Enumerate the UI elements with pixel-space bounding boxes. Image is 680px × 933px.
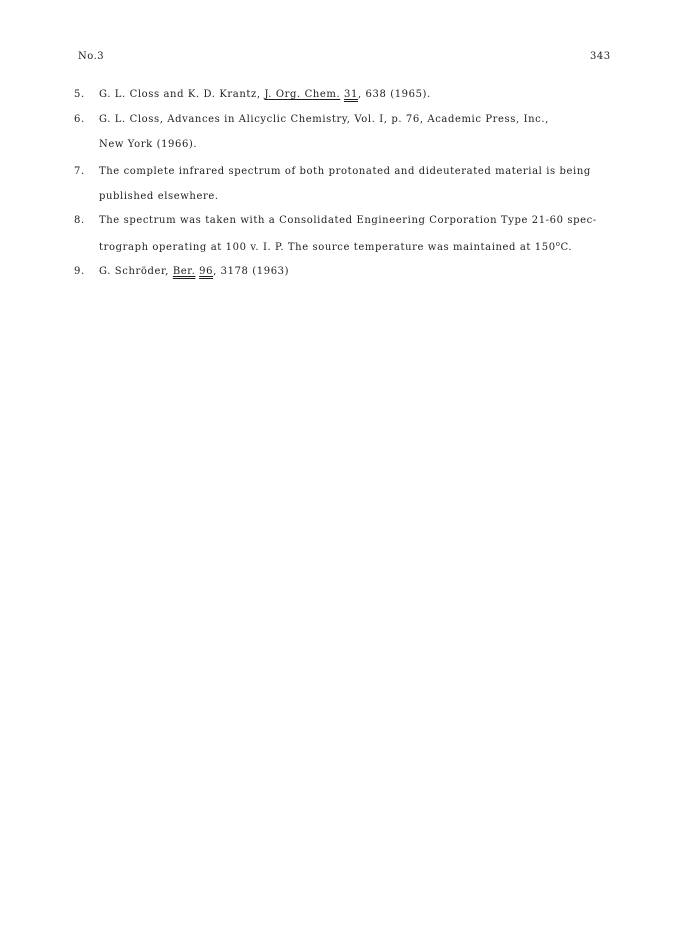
reference-text-line-2: New York (1966). (99, 139, 198, 150)
reference-number: 9. (74, 266, 85, 277)
reference-text-line-2: published elsewhere. (99, 191, 219, 202)
reference-authors: G. L. Closs and K. D. Krantz, (99, 89, 265, 100)
reference-authors: G. Schröder, (99, 266, 173, 277)
reference-details: , 3178 (1963) (213, 266, 290, 277)
journal-name: Ber. (172, 266, 196, 277)
reference-text-line-2 (99, 240, 572, 253)
journal-name: J. Org. Chem. (264, 89, 341, 100)
reference-number: 7. (74, 166, 85, 177)
journal-volume: 96 (199, 266, 214, 277)
reference-text (99, 266, 289, 277)
reference-number: 8. (74, 215, 85, 226)
line-text-end: C. (560, 242, 573, 253)
line-text: trograph operating at 100 v. I. P. The source temperature was maintained at 150 (99, 242, 556, 253)
reference-text-line-1: The complete infrared spectrum of both protonated and dideuterated material is being (99, 166, 591, 177)
journal-volume: 31 (344, 89, 358, 100)
reference-details: , 638 (1965). (357, 89, 431, 100)
reference-text (99, 89, 431, 100)
degree-superscript: o (555, 240, 561, 248)
reference-text-line-1: G. L. Closs, Advances in Alicyclic Chemistry, Vol. I, p. 76, Academic Press, Inc., (99, 114, 549, 125)
issue-label: No.3 (78, 51, 105, 62)
reference-number: 5. (74, 89, 85, 100)
reference-number: 6. (74, 114, 85, 125)
reference-text-line-1: The spectrum was taken with a Consolidated Engineering Corporation Type 21-60 spec- (99, 215, 597, 226)
page-number: 343 (590, 51, 611, 62)
